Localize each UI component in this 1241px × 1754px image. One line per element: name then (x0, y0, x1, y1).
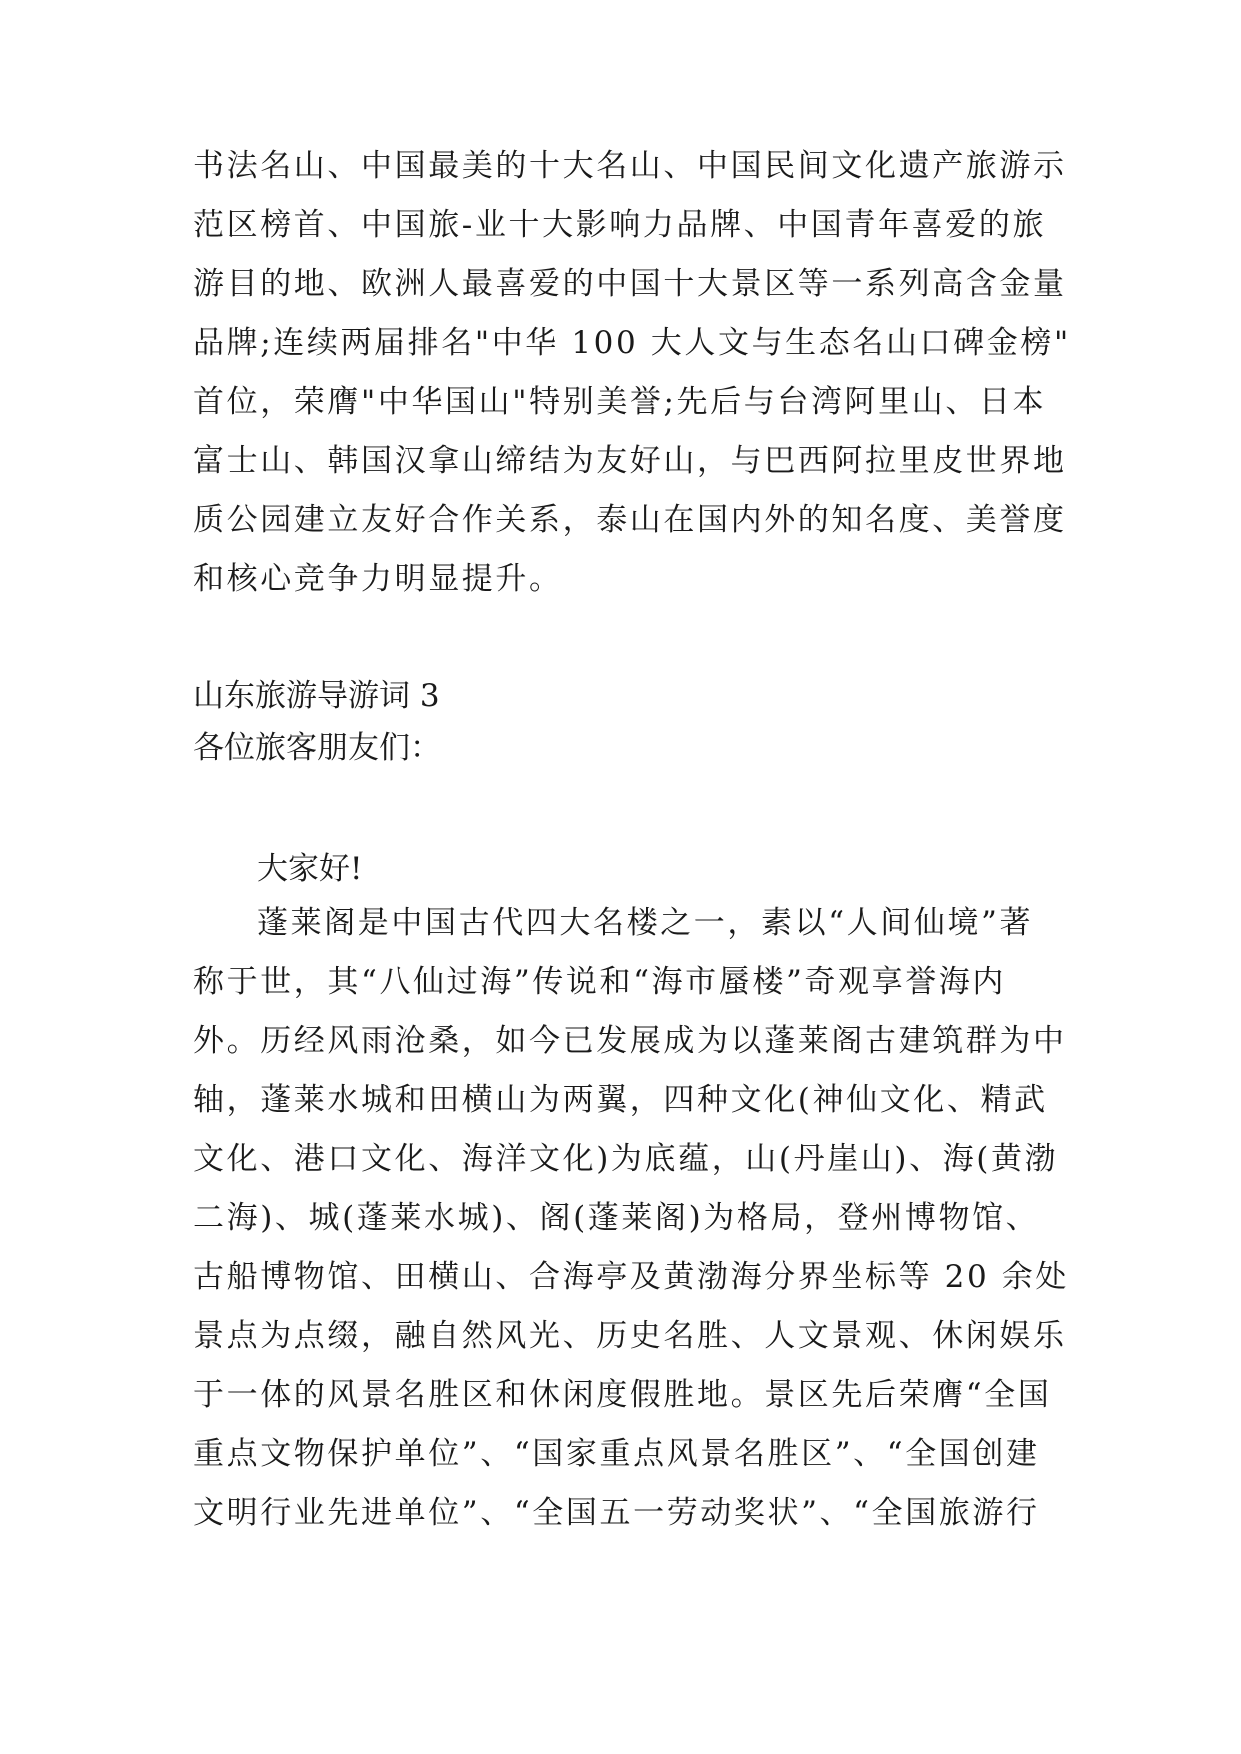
paragraph-line: 范区榜首、中国旅-业十大影响力品牌、中国青年喜爱的旅 (193, 207, 1047, 243)
paragraph-line: 于一体的风景名胜区和休闲度假胜地。景区先后荣膺“全国 (193, 1377, 1052, 1413)
paragraph-line: 和核心竞争力明显提升。 (193, 561, 563, 597)
paragraph-line: 外。历经风雨沧桑，如今已发展成为以蓬莱阁古建筑群为中 (193, 1023, 1067, 1059)
paragraph-line: 轴，蓬莱水城和田横山为两翼，四种文化(神仙文化、精武 (193, 1082, 1048, 1118)
paragraph-line: 质公园建立友好合作关系，泰山在国内外的知名度、美誉度 (193, 502, 1067, 538)
paragraph-line: 文明行业先进单位”、“全国五一劳动奖状”、“全国旅游行 (193, 1495, 1040, 1531)
paragraph-line: 称于世，其“八仙过海”传说和“海市蜃楼”奇观享誉海内 (193, 964, 1006, 1000)
paragraph-line: 首位，荣膺"中华国山"特别美誉;先后与台湾阿里山、日本 (193, 384, 1047, 420)
paragraph-line: 游目的地、欧洲人最喜爱的中国十大景区等一系列高含金量 (193, 266, 1067, 302)
paragraph-line: 富士山、韩国汉拿山缔结为友好山，与巴西阿拉里皮世界地 (193, 443, 1067, 479)
greeting: 大家好! (257, 851, 363, 887)
paragraph-line: 重点文物保护单位”、“国家重点风景名胜区”、“全国创建 (193, 1436, 1040, 1472)
salutation: 各位旅客朋友们： (193, 730, 441, 766)
paragraph-line: 文化、港口文化、海洋文化)为底蕴，山(丹崖山)、海(黄渤 (193, 1141, 1059, 1177)
paragraph-line: 二海)、城(蓬莱水城)、阁(蓬莱阁)为格局，登州博物馆、 (193, 1200, 1040, 1236)
paragraph-line: 书法名山、中国最美的十大名山、中国民间文化遗产旅游示 (193, 148, 1067, 184)
paragraph-line: 蓬莱阁是中国古代四大名楼之一，素以“人间仙境”著 (257, 905, 1034, 941)
paragraph-line: 品牌;连续两届排名"中华 100 大人文与生态名山口碑金榜" (193, 325, 1071, 361)
section-title: 山东旅游导游词 3 (193, 678, 440, 714)
paragraph-line: 古船博物馆、田横山、合海亭及黄渤海分界坐标等 20 余处 (193, 1259, 1069, 1295)
paragraph-line: 景点为点缀，融自然风光、历史名胜、人文景观、休闲娱乐 (193, 1318, 1067, 1354)
